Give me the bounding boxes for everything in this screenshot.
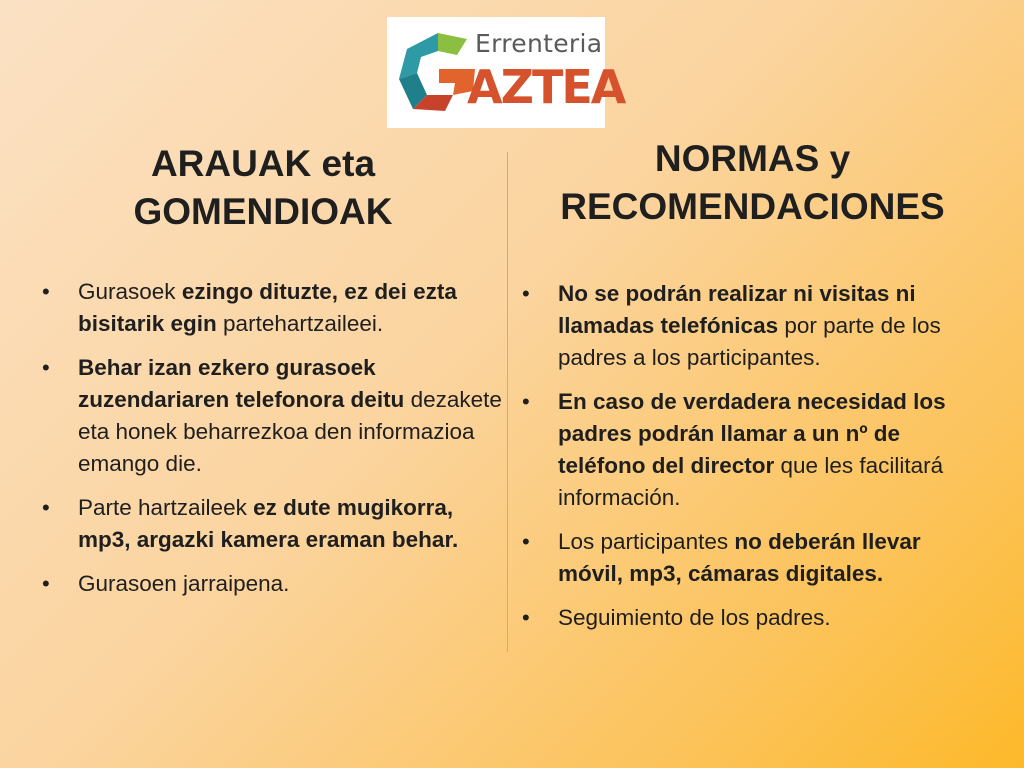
item-text: Gurasoek <box>78 279 182 304</box>
item-text: Parte hartzaileek <box>78 495 254 520</box>
item-text: que les facilitará información. <box>558 453 944 510</box>
list-item <box>522 602 982 634</box>
item-text: por parte de los padres a los participantes. <box>558 313 941 370</box>
list-item <box>42 352 502 480</box>
item-bold-text: En caso de verdadera necesidad los padres podrán llamar a un nº de teléfono del director <box>558 389 946 478</box>
column-divider <box>507 152 508 652</box>
logo-top-text: Errenteria <box>475 29 603 58</box>
item-bold-text: No se podrán realizar ni visitas ni llamadas telefónicas <box>558 281 916 338</box>
item-bold-text: ezingo dituzte, ez dei ezta bisitarik egin <box>78 279 457 336</box>
heading-spanish <box>515 135 990 231</box>
item-text: Los participantes <box>558 529 735 554</box>
item-text: Seguimiento de los padres. <box>558 605 831 630</box>
heading-spanish-line2: RECOMENDACIONES <box>560 186 945 227</box>
item-bold-text: no deberán llevar móvil, mp3, cámaras digitales. <box>558 529 921 586</box>
heading-basque-line2: GOMENDIOAK <box>133 191 393 232</box>
list-item <box>42 276 502 340</box>
logo-main-text: AZTEA <box>467 60 625 114</box>
heading-spanish-line1: NORMAS y <box>654 138 851 179</box>
list-item <box>522 386 982 514</box>
list-item <box>522 278 982 374</box>
item-text: partehartzaileei. <box>216 311 384 336</box>
gazte-logo <box>387 17 625 128</box>
list-item <box>42 492 502 556</box>
item-text: dezakete eta honek beharrezkoa den informazioa emango die. <box>78 387 502 476</box>
list-item <box>522 526 982 590</box>
heading-basque <box>40 140 486 236</box>
heading-basque-line1: ARAUAK eta <box>150 143 376 184</box>
item-bold-text: Behar izan ezkero gurasoek zuzendariaren telefonora deitu <box>78 355 405 412</box>
rules-list-basque <box>42 276 502 612</box>
item-bold-text: ez dute mugikorra, mp3, argazki kamera eraman behar. <box>78 495 459 552</box>
list-item <box>42 568 502 600</box>
rules-list-spanish <box>522 278 982 646</box>
item-text: Gurasoen jarraipena. <box>78 571 290 596</box>
